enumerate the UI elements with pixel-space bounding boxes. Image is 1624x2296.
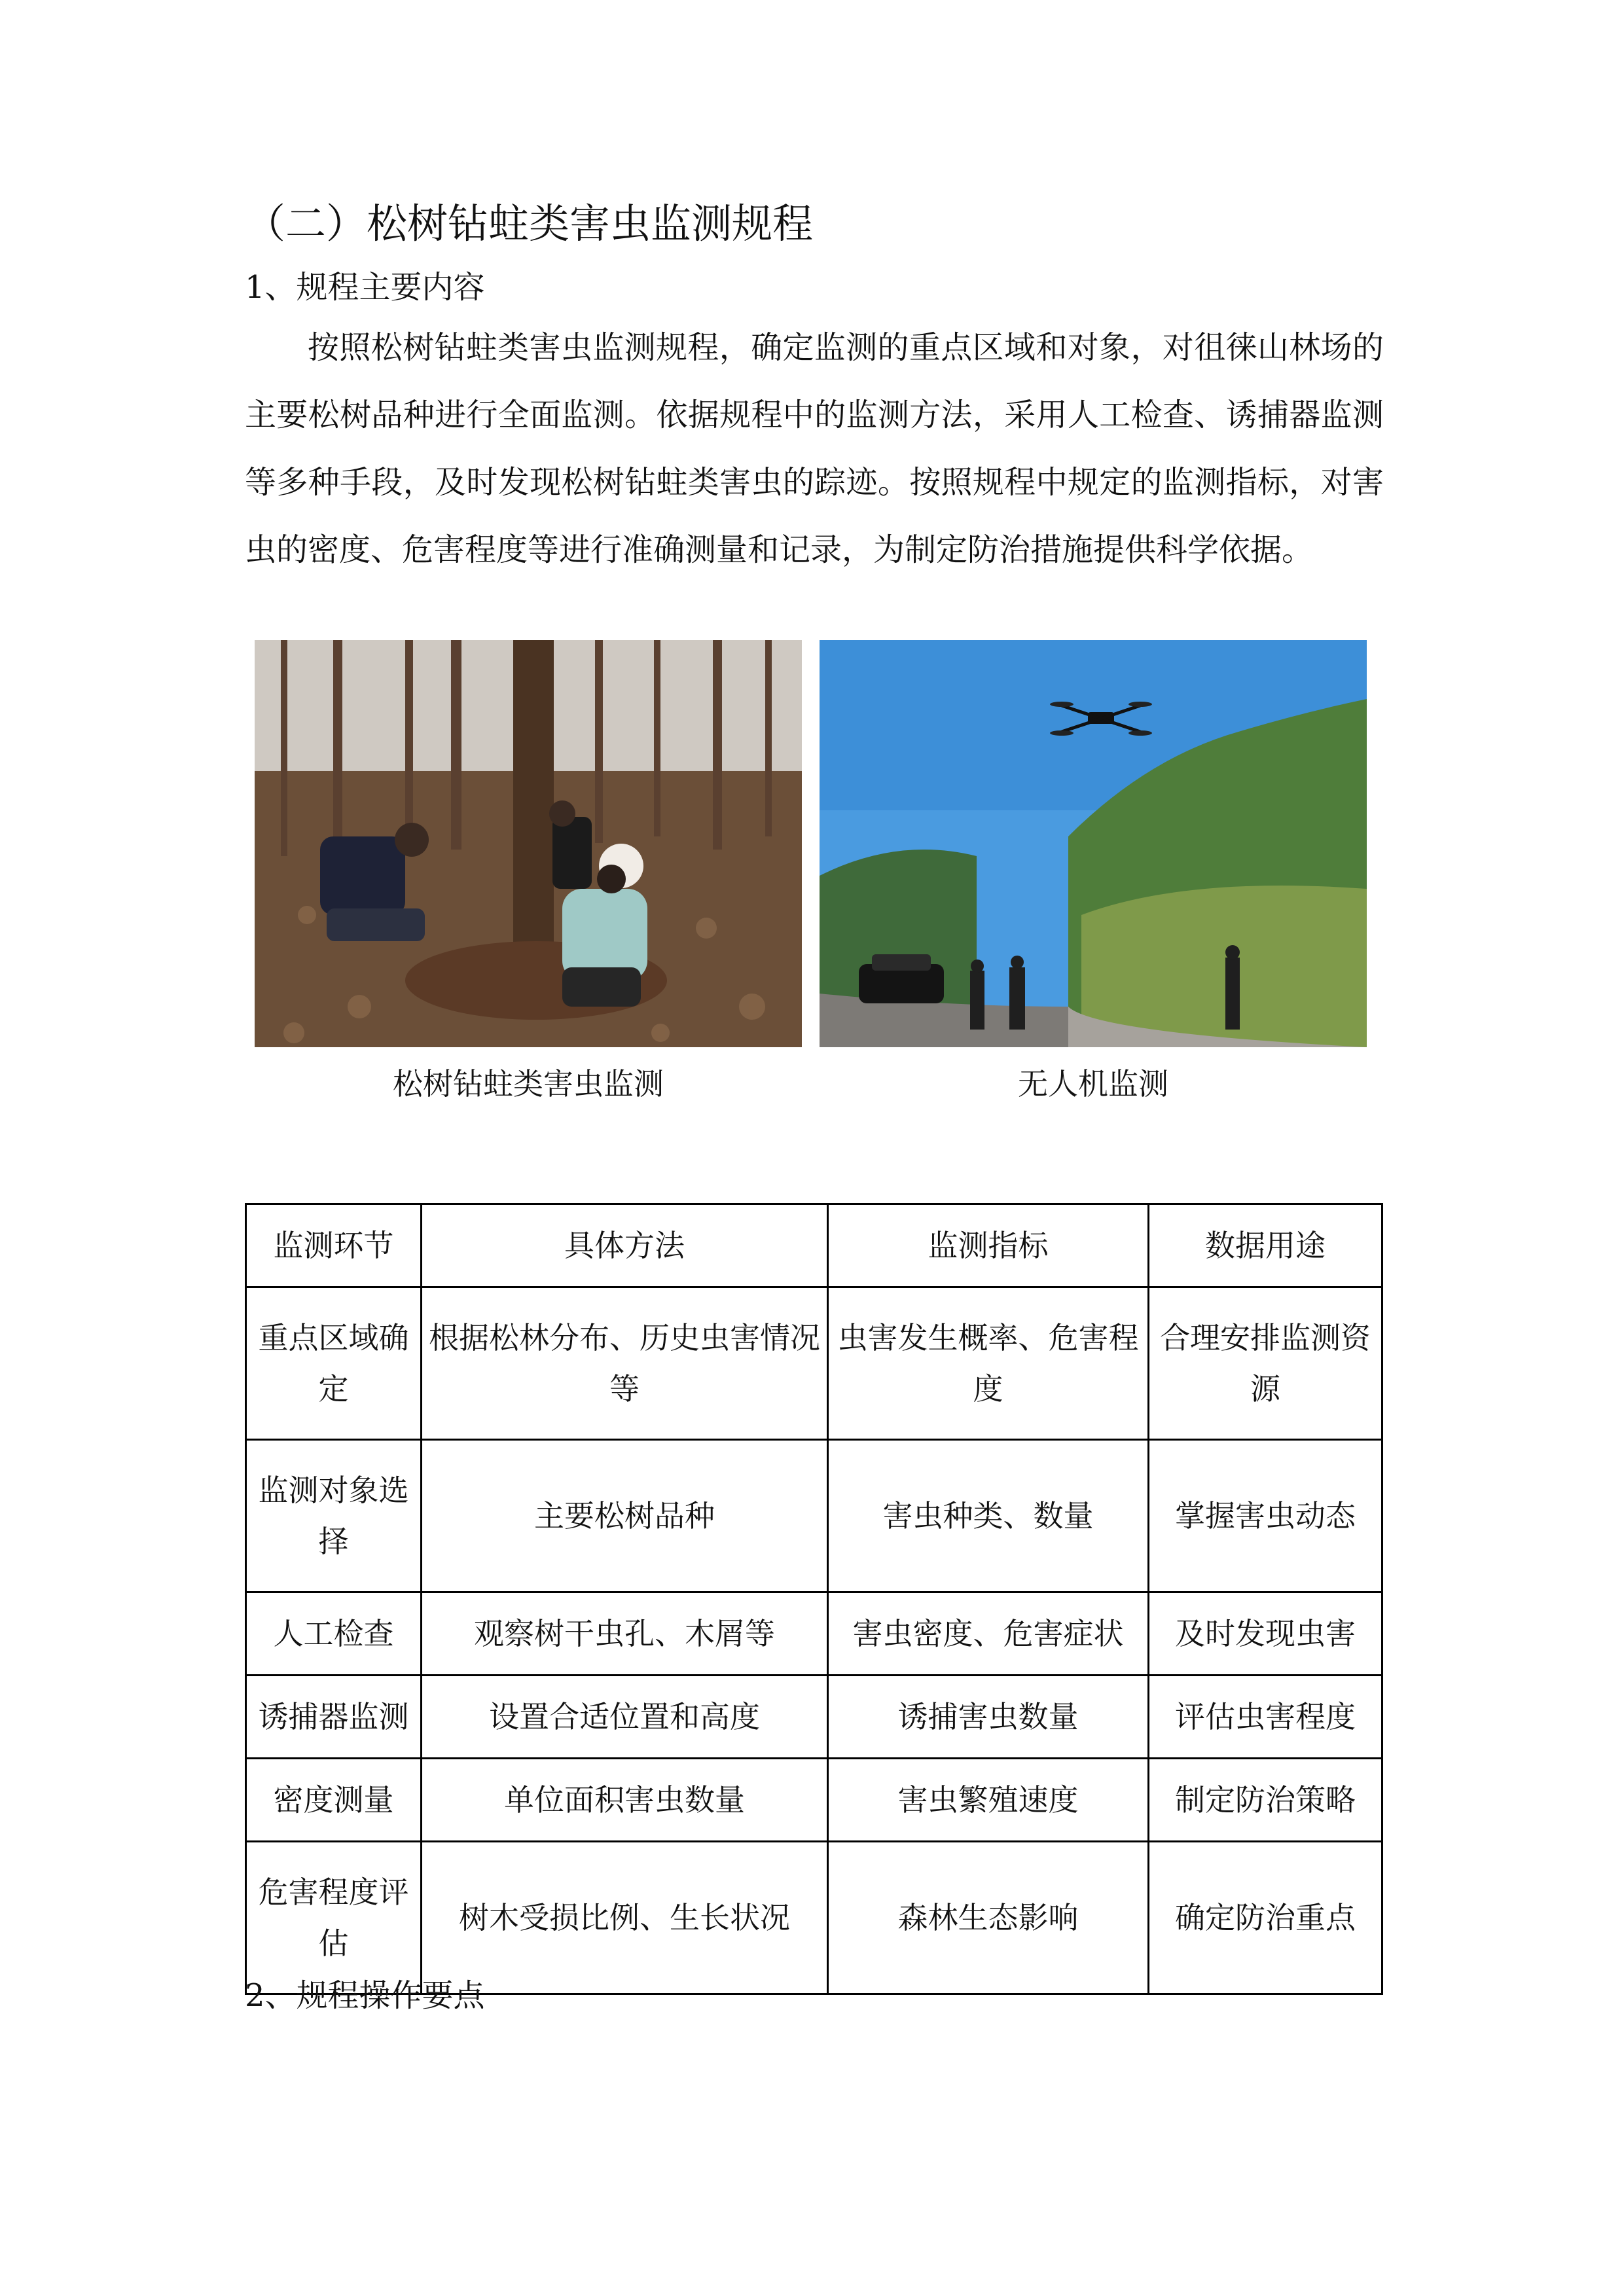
table-cell: 森林生态影响 — [828, 1842, 1149, 1994]
table-cell: 危害程度评估 — [246, 1842, 422, 1994]
monitoring-table — [245, 1203, 1383, 1995]
section-title: （二）松树钻蛀类害虫监测规程 — [245, 200, 814, 247]
table-header-row — [246, 1204, 1382, 1287]
table-cell: 主要松树品种 — [422, 1440, 828, 1592]
table-row — [246, 1592, 1382, 1676]
header-cell: 监测指标 — [828, 1204, 1149, 1287]
drone-monitoring-illustration — [820, 640, 1367, 1047]
table-cell: 害虫种类、数量 — [828, 1440, 1149, 1592]
table-cell: 合理安排监测资源 — [1149, 1287, 1382, 1440]
table-cell: 害虫密度、危害症状 — [828, 1592, 1149, 1676]
subheading-2: 2、规程操作要点 — [245, 1977, 485, 2014]
table-row — [246, 1440, 1382, 1592]
table-row — [246, 1287, 1382, 1440]
table-cell: 重点区域确定 — [246, 1287, 422, 1440]
table-cell: 评估虫害程度 — [1149, 1676, 1382, 1759]
table-cell: 树木受损比例、生长状况 — [422, 1842, 828, 1994]
table-row — [246, 1676, 1382, 1759]
body-paragraph: 按照松树钻蛀类害虫监测规程，确定监测的重点区域和对象，对徂徕山林场的主要松树品种进行全面监测。依据规程中的监测方法，采用人工检查、诱捕器监测等多种手段，及时发现松树钻蛀类害虫的踪迹。按照规程中规定的监测指标，对害虫的密度、危害程度等进行准确测量和记录，为制定防治措施提供科学依据。 — [245, 329, 1384, 568]
table-cell: 确定防治重点 — [1149, 1842, 1382, 1994]
photo-forest-inspection — [255, 640, 802, 1047]
table-cell: 人工检查 — [246, 1592, 422, 1676]
table-cell: 设置合适位置和高度 — [422, 1676, 828, 1759]
subheading-1: 1、规程主要内容 — [245, 269, 485, 306]
photo-drone-monitoring — [820, 640, 1367, 1047]
table-cell: 密度测量 — [246, 1759, 422, 1842]
table-cell: 掌握害虫动态 — [1149, 1440, 1382, 1592]
table-cell: 单位面积害虫数量 — [422, 1759, 828, 1842]
header-cell: 监测环节 — [246, 1204, 422, 1287]
table-cell: 制定防治策略 — [1149, 1759, 1382, 1842]
header-cell: 数据用途 — [1149, 1204, 1382, 1287]
table-cell: 虫害发生概率、危害程度 — [828, 1287, 1149, 1440]
caption-right: 无人机监测 — [1018, 1066, 1168, 1102]
table-row — [246, 1759, 1382, 1842]
caption-left: 松树钻蛀类害虫监测 — [393, 1066, 664, 1102]
header-cell: 具体方法 — [422, 1204, 828, 1287]
table-cell: 及时发现虫害 — [1149, 1592, 1382, 1676]
table-cell: 监测对象选择 — [246, 1440, 422, 1592]
table-cell: 观察树干虫孔、木屑等 — [422, 1592, 828, 1676]
table-cell: 诱捕害虫数量 — [828, 1676, 1149, 1759]
table-cell: 根据松林分布、历史虫害情况等 — [422, 1287, 828, 1440]
table-cell: 诱捕器监测 — [246, 1676, 422, 1759]
forest-inspection-illustration — [255, 640, 802, 1047]
table-cell: 害虫繁殖速度 — [828, 1759, 1149, 1842]
